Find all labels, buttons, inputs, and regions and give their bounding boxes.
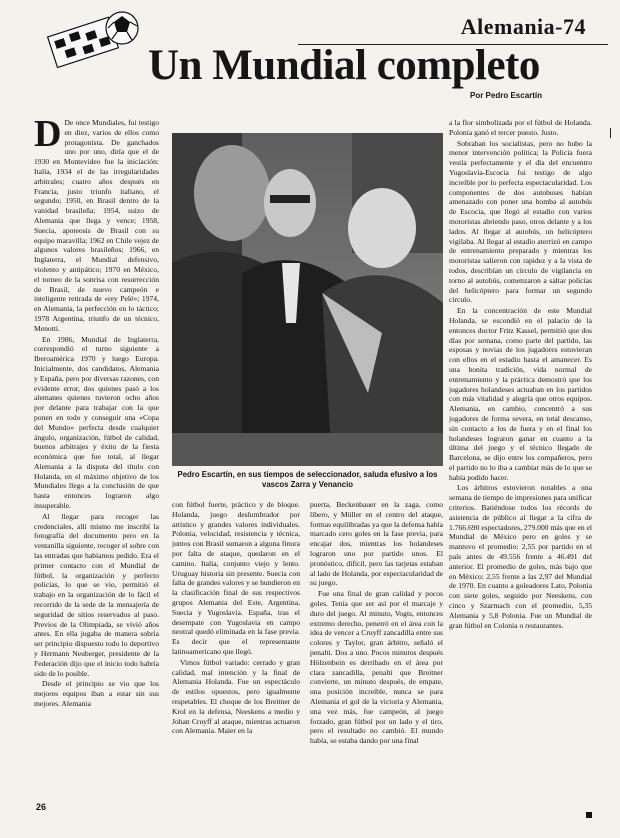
article-paragraph: con fútbol fuerte, práctico y de bloque. Holanda, juego deslumbrador por artístico y grandes valores individuales. Polonia, velocidad, resistencia y técnica, juntos con Brasil sumaron a alguna finura por falta de ataque, quedaron en el camino. Italia, conjunto viejo y lento. Uruguay historia sin presente. Suecia con falta de grandes valores y se hundieron en la clasificación final de sus respectivos grupos Alemania del Este, Argentina, Suecia y Yugoslavia. España, tras el desempate con Yugoslavia en campo neutral quedó eliminada en la fase previa. Es decir que el representante latinoamericano que llegó. [172, 500, 300, 656]
drop-cap: D [34, 118, 62, 155]
headline: Un Mundial completo [148, 42, 540, 89]
article-column-1 [34, 118, 159, 812]
article-paragraph: Vimos fútbol variado: cerrado y gran calidad, mal intención y la final de Alemania Holanda. Fue un espectáculo de estilos opuestos, pero igualmente respetables. El choque de los Breitner de Krol en la defensa, Neeskens a medio y Johan Cruyff al ataque, mientras actuaron con Alemania. Maier en la [172, 657, 300, 736]
column-rule [610, 128, 611, 138]
photo-caption: Pedro Escartín, en sus tiempos de seleccionador, saluda efusivo a los vascos Zarra y Venancio [177, 470, 438, 489]
end-mark [586, 812, 592, 818]
article-paragraph: Desde el principio se vio que los mejores equipos iban a estar sin sus mejores. Alemania [34, 679, 159, 709]
article-paragraph: Al llegar para recoger las credenciales, allí mismo me inscribí la fotografía del documento pero en la ventanilla siguiente, recoger el sobre con las entradas que habíamos pedido. Era el primer contacto con el Mundial de fútbol, la organización y perfecto policías, lo que se vio, permitió el trabajo en la organización de lo fácil el recorrido de la sede de la mensajería de seguridad de sitios reservados al paso. Previos de la Olimpiada, se vivió años antes. En ella jugaba de manera sobria ser principio dispuesto todo lo deportivo y Hermann Neuberger, presidente de la Federación dijo que el inicio todo habría sido de lo posible. [34, 511, 159, 678]
article-column-4 [449, 118, 592, 818]
article-paragraph: Sobraban los socialistas, pero no hubo la menor intervención política; la Policía fuera vestía perfectamente y el día del encuentro Yugoslavia-Escocia fui testigo de algo increíble por lo perfecta espectacularidad. Los componentes de dos autobuses habían amenazado con poner una bomba al autobús de Escocia, que llegó al estadio con varios motoristas abriendo paso, otros delante y a los lados. Al llegar al autobús, un helicóptero vigilaba. Al llegar al estadio aterrizó en campo de entrenamiento preparado y mientras los motoristas salieron con rapidez y a la vista de todos, describían un círculo de vigilancia en torno al autobús, comenzaron a saltar policías del helicóptero para formar un segundo círculo. [449, 138, 592, 305]
article-paragraph: D De once Mundiales, fui testigo en diez, varios de ellos como protagonista. De ganchados uno por uno, diría que el de 1930 en Montevideo fue la iniciación: Italia, 1934 el de las irregularidades arbitrales; cuatro años después en Francia, justo triunfo italiano, el segundo; 1950, en Brasil dentro de la vanidad brasileña; 1954, suizo de Alemania que llega y vence; 1958, Suecia, apoteosis de Brasil con su equipo maravilla; 1962 en Chile vejez de algunos valores brasileños; 1966, en Inglaterra, el Mundial defensivo, violento y antipático; 1970 en México, el torneo de la sonrisa con resurrección de Brasil, de nuevo campeón e inteligente retirada de «rey Pelé»; 1974, en Alemania, la perfección en lo táctico; 1978 Argentina, triunfo de un técnico, Menotti. [34, 118, 159, 333]
article-column-3 [310, 500, 443, 805]
article-paragraph: En 1986, Mundial de Inglaterra, correspondió el turno siguiente a Iberoamérica 1970 y luego Europa. Inicialmente, dos candidatos, Alemania y España, pero por diversas razones, con evidente error, dos quienes pasó a los alemanes quienes tuvieron ocho años por delante para trabajar con la que ponen en todo y conseguir una «Copa del Mundo» perfecta desde cualquier ángulo, organización, fútbol de calidad, buenos arbitrajes y éxito de la fiesta económica que fue total, al llegar Alemania a la disputa del título con Holanda, en el máximo objetivo de los Mundiales llego a la conclusión de que hasta entonces lograron algo insuperable. [34, 334, 159, 511]
article-photo [172, 133, 443, 466]
byline: Por Pedro Escartín [470, 91, 543, 100]
article-paragraph: En la concentración de este Mundial Holanda, se escondió en el palacio de la entonces doctor Fritz Kassel, permitió que dos días por semana, como parte del partido, las esposas y novias de los jugadores estuvieran con ellos en el estadio hasta el amanecer. Es una bonita tradición, vida normal de entrenamiento y la práctica demostró que los jugadores holandeses actuaban en los partidos con más vitalidad y alegría que otros equipos. Alemania, en cambio, concentró a sus jugadores de forma severa, en total descanso, sin contacto a los de fuera y en el final los holandeses lograron ganar en cuanto a la última del juego y el técnico llegado de Barcelona, se dijo entre los compañeros, pero el partido no lo iba a cambiar más de lo que se había podido hacer. [449, 306, 592, 482]
article-paragraph: puerta, Beckenbauer en la zaga, como líbero, y Müller en el centro del ataque, formas equilibradas ya que la defensa había marcado cero goles en la fase previa, para encajar dos, mientras los holandeses lograron uno por partido unos. El pronóstico, difícil, pero las tarjetas estaban al lado de Holanda, por espectacularidad de su juego. [310, 500, 443, 588]
world-cup-logo [38, 6, 142, 70]
article-paragraph: Los árbitros estuvieron notables a una semana de tiempo de impresiones para unificar criterios. Batiéndose todos los récords de asistencia de público al llegar a la cifra de 1.766.690 espectadores, 279.000 más que en el Mundial de México pero en goles y se mantuvo el promedio: 2,55 por partido en el país antes de 49.556 frente a 46.491 del anterior. El promedio de goles, más bajo que en México: 2,55 frente a las 2,97 del Mundial de 1970. En cuanto a goleadores Lato, Polonia con siete goles, seguido por Neeskens, con cinco y Szarmach con el promedio, 5,35 Alemania y 5,8 Polonia. Fue un Mundial de gran fútbol en Colonia o restaurantes. [449, 483, 592, 630]
article-paragraph: a la flor simbolizada por el fútbol de Holanda. Polonia ganó el tercer puesto. Justo. [449, 118, 592, 137]
article-column-2 [172, 500, 300, 805]
article-paragraph: Fue una final de gran calidad y pocos goles. Tenía que ser así por el marcaje y duro del juego. Al minuto, Vogts, entonces extremo derecho, penetró en el área con la idea de vencer a Cruyff zancadilla entre sus colores y Taylor, gran árbitro, señaló el penalti. Dos a uno. Pocos minutos después Hölzenbein es derribado en el área por clara zancadilla, penalti que Breitner convierte, un minuto después, de empate, una posición increíble, nunca se para Alemania el gol de la victoria y Alemania, una vez más, fue campeón, al juego forzado, gran fútbol por un lado y el tiro, pero el resultado no cambió. El mundo había, se estaba dando por una final [310, 589, 443, 746]
page-number: 26 [36, 802, 47, 812]
section-title: Alemania-74 [460, 14, 586, 39]
